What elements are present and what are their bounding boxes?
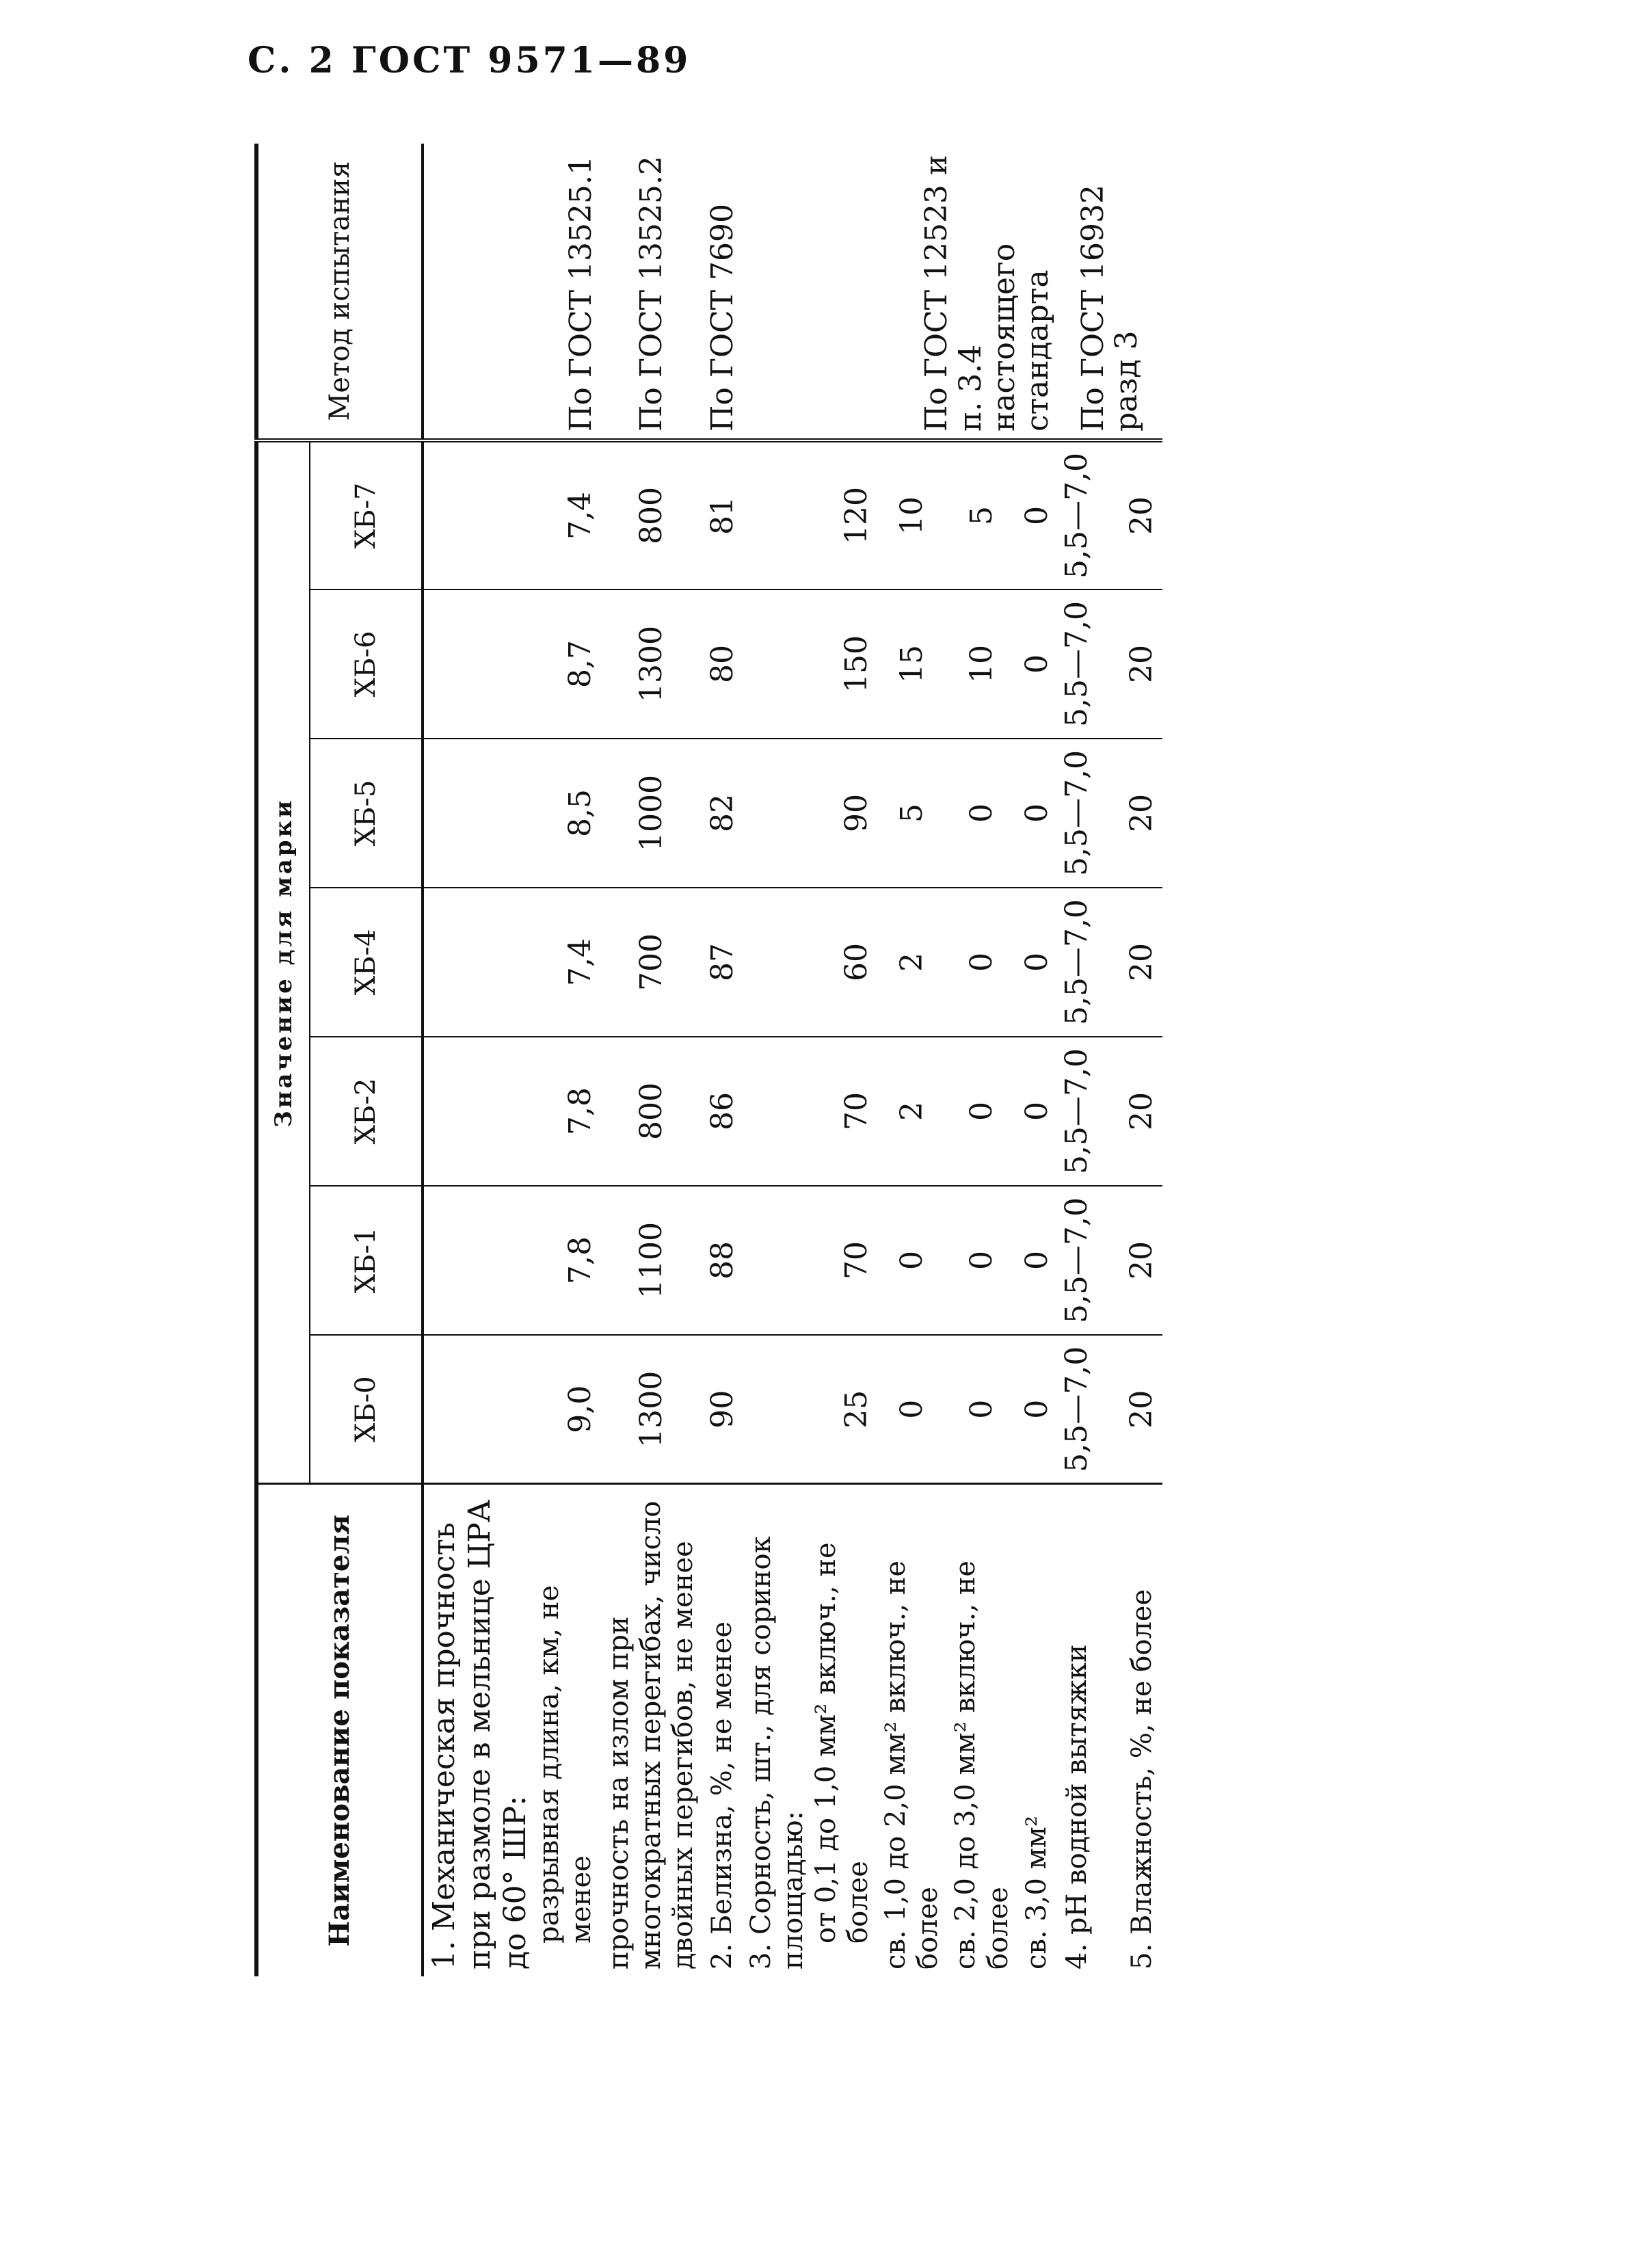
table-cell: 5,5—7,0 <box>1057 589 1097 739</box>
row-label: 2. Белизна, %, не менее <box>703 1484 743 1976</box>
column-header-group: Значение для марки <box>256 440 310 1484</box>
table-cell: 60 <box>743 888 877 1037</box>
table-cell: 8,7 <box>423 589 600 739</box>
row-label: 4. pH водной вытяжки <box>1057 1484 1097 1976</box>
grade-header: ХБ-2 <box>310 1037 423 1186</box>
table-cell: 0 <box>947 1037 1017 1186</box>
table-cell: 5 <box>947 440 1017 589</box>
table-cell: 0 <box>1017 739 1058 888</box>
table-cell: 800 <box>600 440 703 589</box>
table-cell: 15 <box>877 589 947 739</box>
grade-header: ХБ-1 <box>310 1186 423 1335</box>
column-header-method: Метод испытания <box>256 144 423 440</box>
table-cell: 9,0 <box>562 1385 598 1433</box>
table-cell: 5,5—7,0 <box>1057 440 1097 589</box>
table-cell: 2 <box>877 888 947 1037</box>
page-header: С. 2 ГОСТ 9571—89 <box>248 40 691 81</box>
grade-header: ХБ-4 <box>310 888 423 1037</box>
row-label <box>423 1484 600 1976</box>
table-cell: 0 <box>1017 1186 1058 1335</box>
table-cell: 2 <box>877 1037 947 1186</box>
row-label <box>743 1484 877 1976</box>
method-cell: По ГОСТ 16932 разд 3 <box>1057 144 1162 440</box>
table-cell: 90 <box>743 739 877 888</box>
table-cell: 0 <box>1017 888 1058 1037</box>
grade-header: ХБ-7 <box>310 440 423 589</box>
table-cell: 0 <box>1017 1037 1058 1186</box>
table-cell: 0 <box>1019 1399 1054 1419</box>
table-cell: 1100 <box>600 1186 703 1335</box>
table-cell: 8,5 <box>423 739 600 888</box>
table-cell: 120 <box>743 440 877 589</box>
table-cell: 1000 <box>600 739 703 888</box>
table-cell: 86 <box>703 1037 743 1186</box>
table-cell: 5,5—7,0 <box>1057 888 1097 1037</box>
row-sub-label: св. 2,0 до 3,0 мм² включ., не более <box>947 1484 1017 1976</box>
table-cell: 25 <box>839 1390 875 1429</box>
table-cell: 0 <box>1017 589 1058 739</box>
table-cell: 7,8 <box>423 1186 600 1335</box>
rotated-table-wrapper <box>254 144 1287 1976</box>
table-cell: 20 <box>1123 1390 1159 1429</box>
table-row <box>423 144 600 1976</box>
table-cell: 20 <box>1097 589 1162 739</box>
table-cell: 70 <box>743 1037 877 1186</box>
table-cell: 7,4 <box>423 440 600 589</box>
method-cell: По ГОСТ 7690 <box>703 144 743 440</box>
table-cell: 0 <box>947 1186 1017 1335</box>
method-cell: По ГОСТ 13525.1 <box>423 144 600 440</box>
table-cell: 5 <box>877 739 947 888</box>
table-cell: 150 <box>743 589 877 739</box>
table-cell: 20 <box>1097 888 1162 1037</box>
table-cell: 700 <box>600 888 703 1037</box>
table-cell: 0 <box>877 1186 947 1335</box>
table-cell: 800 <box>600 1037 703 1186</box>
table-cell: 10 <box>877 440 947 589</box>
table-cell: 0 <box>894 1399 929 1419</box>
table-cell: 80 <box>703 589 743 739</box>
table-cell: 7,8 <box>423 1037 600 1186</box>
table-cell: 81 <box>703 440 743 589</box>
table-cell: 5,5—7,0 <box>1057 1186 1097 1335</box>
row-title: 1. Механическая прочность при размоле в мельнице ЦРА до 60° ШР: <box>427 1499 533 1970</box>
table-cell: 90 <box>704 1390 740 1429</box>
table-cell: 1300 <box>633 1370 669 1448</box>
row-sub-label: прочность на излом при многократных перегибах, число двойных перегибов, не менее <box>600 1484 703 1976</box>
row-sub-label: от 0,1 до 1,0 мм² включ., не более <box>810 1542 874 1944</box>
table-cell: 20 <box>1097 440 1162 589</box>
method-cell: По ГОСТ 12523 и п. 3.4 настоящего стандарта <box>743 144 1057 440</box>
row-label: 5. Влажность, %, не более <box>1097 1484 1162 1976</box>
table-cell: 7,4 <box>423 888 600 1037</box>
table-cell: 88 <box>703 1186 743 1335</box>
row-sub-label: св. 1,0 до 2,0 мм² включ., не более <box>877 1484 947 1976</box>
method-cell: По ГОСТ 13525.2 <box>600 144 703 440</box>
table-row <box>743 144 877 1976</box>
table-cell: 0 <box>947 888 1017 1037</box>
grade-header: ХБ-6 <box>310 589 423 739</box>
table-cell: 1300 <box>600 589 703 739</box>
table-cell: 20 <box>1097 1186 1162 1335</box>
row-sub-label: св. 3,0 мм² <box>1017 1484 1058 1976</box>
properties-table <box>254 144 1162 1976</box>
table-row <box>600 144 703 1976</box>
table-cell: 0 <box>947 739 1017 888</box>
table-cell: 20 <box>1097 739 1162 888</box>
table-cell: 87 <box>703 888 743 1037</box>
table-cell: 5,5—7,0 <box>1059 1346 1095 1472</box>
table-cell: 20 <box>1097 1037 1162 1186</box>
row-title: 3. Сорность, шт., для соринок площадью: <box>745 1536 810 1970</box>
table-cell: 70 <box>743 1186 877 1335</box>
table-cell: 10 <box>947 589 1017 739</box>
table-cell: 5,5—7,0 <box>1057 1037 1097 1186</box>
grade-header: ХБ-0 <box>310 1335 423 1484</box>
table-cell: 82 <box>703 739 743 888</box>
table-row <box>703 144 743 1976</box>
grade-header: ХБ-5 <box>310 739 423 888</box>
table-row <box>1057 144 1097 1976</box>
table-cell: 0 <box>964 1399 1000 1419</box>
table-cell: 0 <box>1017 440 1058 589</box>
column-header-name: Наименование показателя <box>256 1484 423 1976</box>
row-sub-label: разрывная длина, км, не менее <box>533 1585 597 1944</box>
table-cell: 5,5—7,0 <box>1057 739 1097 888</box>
